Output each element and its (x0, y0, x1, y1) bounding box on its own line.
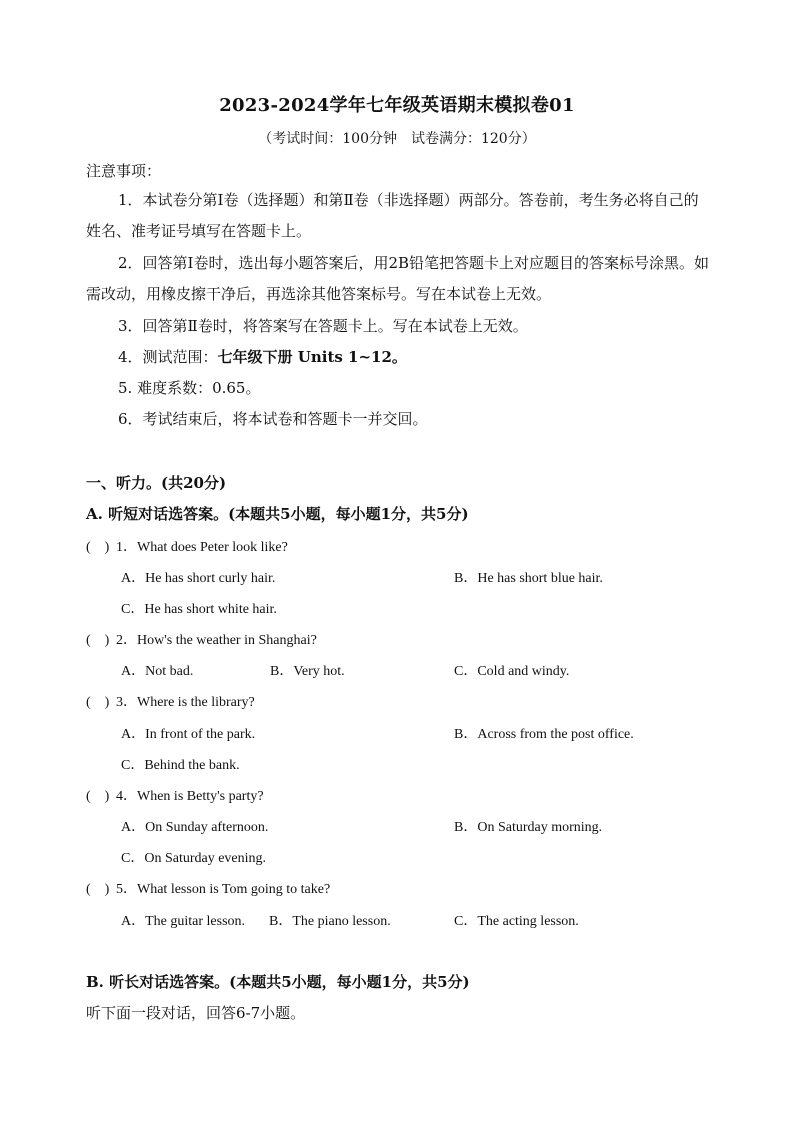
q4-option-a: A．On Sunday afternoon. (121, 820, 269, 835)
note-item-4 (86, 342, 710, 373)
q2-option-a: A．Not bad. (121, 664, 194, 679)
part-a-heading: A. 听短对话选答案。(本题共5小题，每小题1分，共5分) (86, 505, 469, 523)
q1-option-a: A．He has short curly hair. (121, 571, 276, 586)
part-b-instruction: 听下面一段对话，回答6-7小题。 (86, 1004, 306, 1022)
answer-blank[interactable]: ( ) (86, 789, 110, 804)
note-item-1: 1．本试卷分第Ⅰ卷（选择题）和第Ⅱ卷（非选择题）两部分。答卷前，考生务必将自己的姓名、准考证号填写在答题卡上。 (86, 191, 699, 240)
note-item-6: 6．考试结束后，将本试卷和答题卡一并交回。 (118, 410, 428, 428)
question-3 (86, 691, 255, 711)
q2-option-b: B．Very hot. (270, 664, 345, 679)
answer-blank[interactable]: ( ) (86, 633, 110, 648)
q3-option-b: B．Across from the post office. (454, 727, 634, 742)
question-stem: 4．When is Betty's party? (116, 789, 264, 804)
q5-option-c: C．The acting lesson. (454, 914, 579, 929)
notes-heading: 注意事项： (86, 162, 162, 180)
exam-info: （考试时间：100分钟 试卷满分：120分） (258, 131, 536, 147)
q4-option-b: B．On Saturday morning. (454, 820, 603, 835)
question-stem: 5．What lesson is Tom going to take? (116, 882, 331, 897)
question-5 (86, 878, 330, 898)
note-item-3: 3．回答第Ⅱ卷时，将答案写在答题卡上。写在本试卷上无效。 (118, 317, 528, 335)
question-stem: 3．Where is the library? (116, 695, 255, 710)
question-2 (86, 629, 317, 649)
answer-blank[interactable]: ( ) (86, 882, 110, 897)
answer-blank[interactable]: ( ) (86, 695, 110, 710)
note-item-2: 2．回答第Ⅰ卷时，选出每小题答案后，用2B铅笔把答题卡上对应题目的答案标号涂黑。如需改动，用橡皮擦干净后，再选涂其他答案标号。写在本试卷上无效。 (86, 254, 710, 303)
q4-option-c: C．On Saturday evening. (121, 851, 267, 866)
question-stem: 1．What does Peter look like? (116, 540, 288, 555)
q1-option-c: C．He has short white hair. (121, 602, 277, 617)
q1-option-b: B．He has short blue hair. (454, 571, 603, 586)
note-item-4-prefix: 4．测试范围： (118, 348, 218, 366)
q3-option-a: A．In front of the park. (121, 727, 256, 742)
answer-blank[interactable]: ( ) (86, 540, 110, 555)
part-b-heading: B. 听长对话选答案。(本题共5小题，每小题1分，共5分) (86, 973, 470, 991)
question-stem: 2．How's the weather in Shanghai? (116, 633, 317, 648)
section-listening-heading: 一、听力。(共20分) (86, 474, 227, 492)
note-item-5: 5. 难度系数：0.65。 (118, 379, 261, 397)
q2-option-c: C．Cold and windy. (454, 664, 570, 679)
page-title: 2023-2024学年七年级英语期末模拟卷01 (219, 95, 575, 116)
test-scope: 七年级下册 Units 1~12。 (217, 348, 407, 366)
question-4 (86, 785, 264, 805)
q5-option-a: A．The guitar lesson. (121, 914, 246, 929)
question-1 (86, 536, 288, 556)
q3-option-c: C．Behind the bank. (121, 758, 240, 773)
q5-option-b: B．The piano lesson. (269, 914, 391, 929)
